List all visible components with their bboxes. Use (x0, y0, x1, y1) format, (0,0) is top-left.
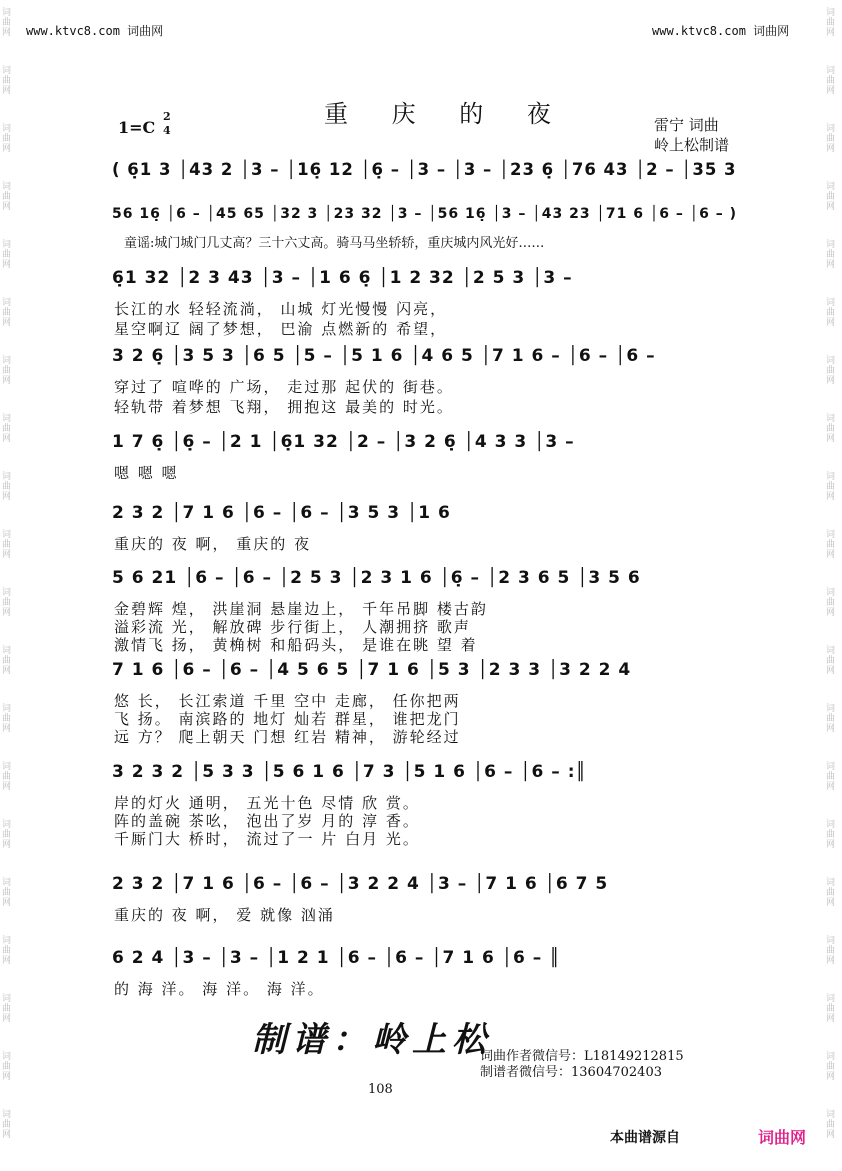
lyric-line: 嗯 嗯 嗯 (114, 464, 179, 482)
notation-row: 2 3 2 │7 1 6 │6 – │6 – │3 5 3 │1 6 (112, 503, 451, 523)
watermark-text: 词曲网 (2, 530, 12, 560)
watermark-text: 词曲网 (2, 356, 12, 386)
lyric-line: 悠 长， 长江索道 千里 空中 走廊， 任你把两 (114, 692, 461, 710)
lyric-line: 金碧辉 煌， 洪崖洞 悬崖边上， 千年吊脚 楼古韵 (114, 600, 488, 618)
watermark-text: 词曲网 (2, 1110, 12, 1140)
watermark-text: 词曲网 (826, 762, 836, 792)
watermark-text: 词曲网 (2, 240, 12, 270)
time-signature-numerator: 2 (163, 110, 171, 123)
site-label-right: www.ktvc8.com 词曲网 (652, 24, 790, 38)
watermark-text: 词曲网 (2, 588, 12, 618)
lyric-line: 溢彩流 光， 解放碑 步行街上， 人潮拥挤 歌声 (114, 618, 471, 636)
lyricist-composer-credit: 雷宁 词曲 (654, 116, 719, 134)
watermark-text: 词曲网 (2, 936, 12, 966)
watermark-text: 词曲网 (826, 878, 836, 908)
watermark-text: 词曲网 (2, 66, 12, 96)
watermark-text: 词曲网 (826, 1052, 836, 1082)
watermark-text: 词曲网 (826, 356, 836, 386)
lyric-line: 重庆的 夜 啊， 爱 就像 汹涌 (114, 906, 335, 924)
watermark-text: 词曲网 (826, 704, 836, 734)
site-label-left: www.ktvc8.com 词曲网 (26, 24, 164, 38)
watermark-text: 词曲网 (826, 530, 836, 560)
watermark-text: 词曲网 (826, 414, 836, 444)
notation-row: 56 16̣ │6 – │45 65 │32 3 │23 32 │3 – │56 16̣ │3 – │43 23 │71 6 │6 – │6 – ) (112, 206, 738, 222)
notation-row: 5 6 21 │6 – │6 – │2 5 3 │2 3 1 6 │6̣ – │2 3 6 5 │3 5 6 (112, 568, 641, 588)
page-number: 108 (368, 1082, 393, 1097)
lyric-line: 千厮门大 桥时， 流过了一 片 白月 光。 (114, 830, 420, 848)
watermark-text: 词曲网 (826, 646, 836, 676)
time-signature-denominator: 4 (163, 124, 171, 137)
watermark-text: 词曲网 (2, 820, 12, 850)
watermark-text: 词曲网 (2, 124, 12, 154)
lyric-line: 穿过了 喧哗的 广场， 走过那 起伏的 街巷。 (114, 378, 454, 396)
watermark-text: 词曲网 (2, 472, 12, 502)
lyric-line: 激情飞 扬， 黄桷树 和船码头， 是谁在眺 望 着 (114, 636, 478, 654)
notation-row: 2 3 2 │7 1 6 │6 – │6 – │3 2 2 4 │3 – │7 1 6 │6 7 5 (112, 874, 609, 894)
watermark-text: 词曲网 (2, 646, 12, 676)
watermark-text: 词曲网 (826, 994, 836, 1024)
watermark-text: 词曲网 (2, 762, 12, 792)
right-watermark-strip (824, 0, 842, 1171)
song-title: 重 庆 的 夜 (324, 100, 569, 128)
notation-row: 6 2 4 │3 – │3 – │1 2 1 │6 – │6 – │7 1 6 │6 – ║ (112, 948, 561, 968)
intro-folk-rhyme: 童谣:城门城门几丈高？三十六丈高。骑马马坐轿轿，重庆城内风光好…… (124, 236, 545, 251)
lyric-line: 轻轨带 着梦想 飞翔， 拥抱这 最美的 时光。 (114, 398, 454, 416)
watermark-text: 词曲网 (2, 298, 12, 328)
watermark-text: 词曲网 (2, 994, 12, 1024)
lyric-line: 星空啊辽 阔了梦想， 巴渝 点燃新的 希望， (114, 320, 448, 338)
watermark-text: 词曲网 (826, 1110, 836, 1140)
watermark-text: 词曲网 (826, 588, 836, 618)
notation-row: 3 2 3 2 │5 3 3 │5 6 1 6 │7 3 │5 1 6 │6 – │6 – :║ (112, 762, 587, 782)
watermark-text: 词曲网 (826, 820, 836, 850)
watermark-text: 词曲网 (2, 8, 12, 38)
lyric-line: 的 海 洋。 海 洋。 海 洋。 (114, 980, 325, 998)
lyric-line: 远 方？ 爬上朝天 门想 红岩 精神， 游轮经过 (114, 728, 461, 746)
watermark-text: 词曲网 (2, 414, 12, 444)
lyric-line: 飞 扬。 南滨路的 地灯 灿若 群星， 谁把龙门 (114, 710, 461, 728)
watermark-text: 词曲网 (826, 124, 836, 154)
lyricist-wechat: 词曲作者微信号：L18149212815 (480, 1049, 684, 1064)
transcriber-signature: 制谱：岭上松 (252, 1020, 492, 1060)
transcriber-wechat: 制谱者微信号：13604702403 (480, 1065, 662, 1080)
watermark-text: 词曲网 (2, 878, 12, 908)
watermark-text: 词曲网 (2, 182, 12, 212)
notation-row: ( 6̣1 3 │43 2 │3 – │16̣ 12 │6̣ – │3 – │3 – │23 6̣ │76 43 │2 – │35 3 (112, 160, 737, 179)
watermark-text: 词曲网 (826, 182, 836, 212)
watermark-text: 词曲网 (826, 240, 836, 270)
lyric-line: 长江的水 轻轻流淌， 山城 灯光慢慢 闪亮， (114, 300, 448, 318)
footer-source-label: 本曲谱源自 (610, 1130, 680, 1146)
watermark-text: 词曲网 (2, 1052, 12, 1082)
notation-row: 1 7 6̣ │6̣ – │2 1 │6̣1 32 │2 – │3 2 6̣ │4 3 3 │3 – (112, 432, 575, 452)
watermark-text: 词曲网 (2, 704, 12, 734)
watermark-text: 词曲网 (826, 298, 836, 328)
lyric-line: 重庆的 夜 啊， 重庆的 夜 (114, 535, 312, 553)
notation-row: 3 2 6̣ │3 5 3 │6 5 │5 – │5 1 6 │4 6 5 │7 1 6 – │6 – │6 – (112, 346, 656, 366)
watermark-text: 词曲网 (826, 472, 836, 502)
transcriber-credit: 岭上松制谱 (654, 136, 730, 154)
left-watermark-strip (0, 0, 18, 1171)
watermark-text: 词曲网 (826, 66, 836, 96)
key-signature: 1=C (118, 118, 156, 137)
notation-row: 7 1 6 │6 – │6 – │4 5 6 5 │7 1 6 │5 3 │2 3 3 │3 2 2 4 (112, 660, 632, 680)
watermark-text: 词曲网 (826, 936, 836, 966)
notation-row: 6̣1 32 │2 3 43 │3 – │1 6 6̣ │1 2 32 │2 5 3 │3 – (112, 268, 573, 288)
watermark-text: 词曲网 (826, 8, 836, 38)
lyric-line: 阵的盖碗 茶吆， 泡出了岁 月的 淳 香。 (114, 812, 420, 830)
lyric-line: 岸的灯火 通明， 五光十色 尽情 欣 赏。 (114, 794, 420, 812)
footer-brand-link[interactable]: 词曲网 (758, 1128, 807, 1147)
